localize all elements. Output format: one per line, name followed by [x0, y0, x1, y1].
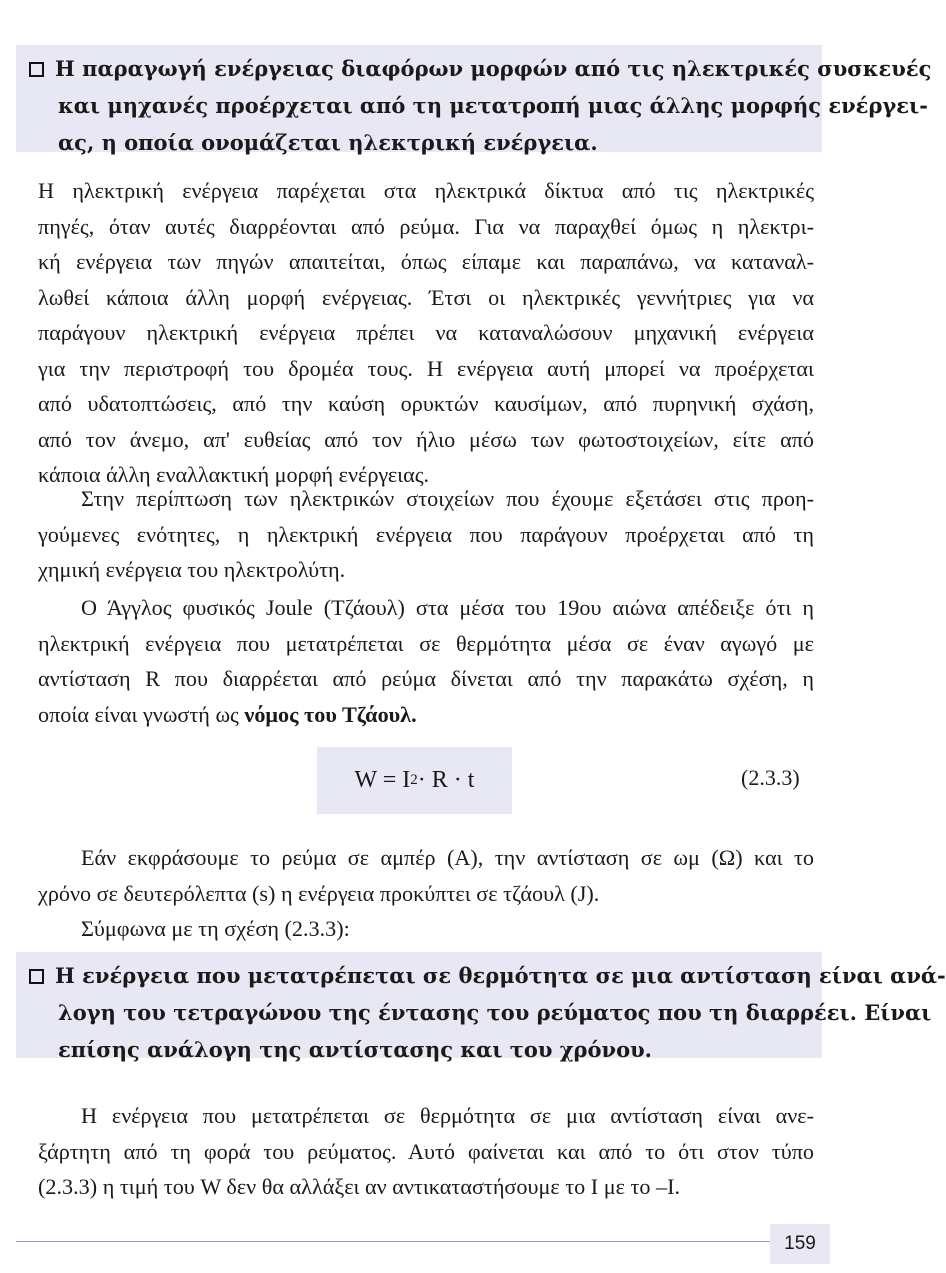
text-line: λωθεί κάποια άλλη μορφή ενέργειας. Έτσι οι ηλεκτρικές γεννήτριες για να — [38, 284, 814, 310]
text-line: χημική ενέργεια του ηλεκτρολύτη. — [38, 557, 346, 582]
text-line: κή ενέργεια των πηγών απαιτείται, όπως είπαμε και παραπάνω, να καταναλ- — [38, 249, 814, 274]
paragraph-electric-sources — [38, 173, 814, 493]
text-line: χρόνο σε δευτερόλεπτα (s) η ενέργεια προκύπτει σε τζάουλ (J). — [38, 880, 600, 906]
footer-rule — [16, 1241, 770, 1242]
text-line: (2.3.3) η τιμή του W δεν θα αλλάξει αν αντικαταστήσουμε το I με το –I. — [38, 1174, 681, 1199]
equation-exponent: 2 — [410, 772, 418, 788]
checkbox-bullet-icon — [29, 969, 44, 984]
box-line: Η ενέργεια που μετατρέπεται σε θερμότητα σε μια αντίσταση είναι ανά- — [29, 957, 808, 994]
box-line: Η παραγωγή ενέργειας διαφόρων μορφών από τις ηλεκτρικές συσκευές — [29, 50, 808, 87]
highlight-box-electric-energy — [16, 45, 932, 155]
box-line: και μηχανές προέρχεται από τη μετατροπή μιας άλλης μορφής ενέργει- — [58, 93, 928, 118]
box-line: ας, η οποία ονομάζεται ηλεκτρική ενέργεια. — [58, 130, 598, 155]
paragraph-joule-law — [38, 590, 814, 732]
equation-number: (2.3.3) — [741, 765, 800, 790]
page-number: 159 — [770, 1224, 830, 1264]
equation-rhs: · R · t — [417, 767, 475, 793]
joule-law-term: νόμος του Τζάουλ. — [244, 701, 417, 727]
text-line: Στην περίπτωση των ηλεκτρικών στοιχείων που έχουμε εξετάσει στις προη- — [81, 486, 814, 511]
highlight-box-heat-energy — [16, 952, 946, 1062]
text-line: πηγές, όταν αυτές διαρρέονται από ρεύμα. Για να παραχθεί όμως η ηλεκτρι- — [38, 213, 814, 239]
paragraph-electric-cells — [38, 481, 814, 588]
text-line: Σύμφωνα με τη σχέση (2.3.3): — [81, 916, 350, 941]
paragraph-current-direction — [38, 1098, 814, 1205]
equation-lhs: W = I — [354, 767, 411, 793]
text-line: Ο Άγγλος φυσικός Joule (Τζάουλ) στα μέσα του 19ου αιώνα απέδειξε ότι η — [81, 595, 814, 620]
text-line: από υδατοπτώσεις, από την καύση ορυκτών καυσίμων, από πυρηνική σχάση, — [38, 391, 814, 416]
text-line: Η ηλεκτρική ενέργεια παρέχεται στα ηλεκτρικά δίκτυα από τις ηλεκτρικές — [38, 178, 814, 203]
text-line: γούμενες ενότητες, η ηλεκτρική ενέργεια που παράγουν προέρχεται από τη — [38, 521, 814, 547]
text-line: Η ενέργεια που μετατρέπεται σε θερμότητα σε μια αντίσταση είναι ανε- — [81, 1103, 814, 1128]
text-line: ξάρτητη από τη φορά του ρεύματος. Αυτό φαίνεται και από το ότι στον τύπο — [38, 1138, 814, 1164]
text-line: οποία είναι γνωστή ως νόμος του Τζάουλ. — [38, 701, 417, 727]
text-line: παράγουν ηλεκτρική ενέργεια πρέπει να καταναλώσουν μηχανική ενέργεια — [38, 320, 814, 345]
text-line: για την περιστροφή του δρομέα τους. Η ενέργεια αυτή μπορεί να προέρχεται — [38, 355, 814, 381]
paragraph-units — [38, 840, 814, 947]
text-line: από τον άνεμο, απ' ευθείας από τον ήλιο μέσω των φωτοστοιχείων, είτε από — [38, 426, 814, 452]
box-line: επίσης ανάλογη της αντίστασης και του χρόνου. — [58, 1037, 652, 1062]
box-line: λογη του τετραγώνου της έντασης του ρεύματος που τη διαρρέει. Είναι — [58, 1000, 932, 1025]
text-line: κάποια άλλη εναλλακτική μορφή ενέργειας. — [38, 462, 430, 487]
text-line: Εάν εκφράσουμε το ρεύμα σε αμπέρ (Α), την αντίσταση σε ωμ (Ω) και το — [81, 845, 814, 870]
text-line: αντίσταση R που διαρρέεται από ρεύμα δίνεται από την παρακάτω σχέση, η — [38, 666, 814, 691]
equation-box — [317, 747, 512, 814]
text-line: ηλεκτρική ενέργεια που μετατρέπεται σε θερμότητα μέσα σε έναν αγωγό με — [38, 630, 814, 656]
checkbox-bullet-icon — [29, 62, 44, 77]
